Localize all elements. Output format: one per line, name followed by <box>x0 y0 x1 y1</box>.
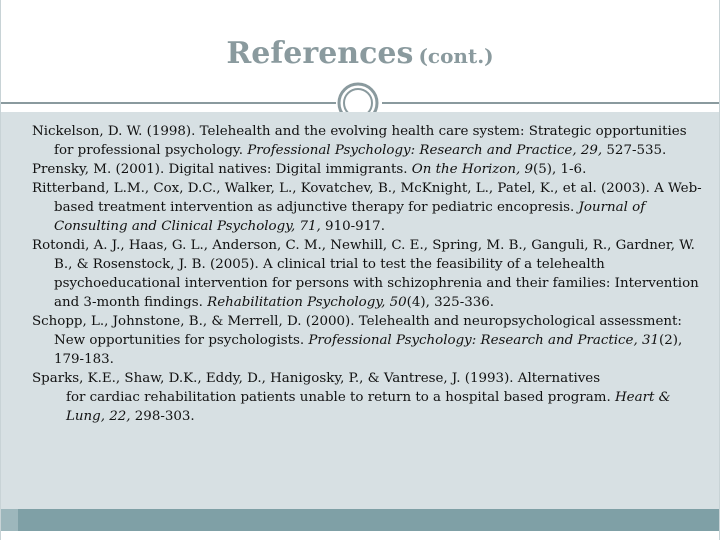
reference-item <box>32 160 704 179</box>
reference-continuation <box>54 388 704 426</box>
reference-source: Professional Psychology: Research and Practice, 29, <box>247 143 603 158</box>
frame-border-left <box>0 0 1 540</box>
reference-source: On the Horizon, 9 <box>411 162 534 177</box>
content-area <box>0 112 720 509</box>
reference-text: Rotondi, A. J., Haas, G. L., Anderson, C. M., Newhill, C. E., Spring, M. B., Ganguli, R., Gardner, W. B., & Rosenstock, J. B. (2005). A clinical trial to test the feasibility of a telehealth psychoeducational intervention for persons with schizophrenia and their families: Intervention and 3-month findings. <box>32 238 699 310</box>
reference-pages: 910-917. <box>320 219 385 234</box>
reference-item <box>32 312 704 369</box>
reference-text: Schopp, L., Johnstone, B., & Merrell, D. (2000). Telehealth and neuropsychological assessment: New opportunities for psychologists. <box>32 314 682 348</box>
reference-item <box>32 236 704 312</box>
reference-list <box>32 122 704 426</box>
slide-title-main: References <box>226 36 414 71</box>
title-divider-left <box>0 102 336 104</box>
slide-title <box>0 36 720 71</box>
slide-title-suffix: (cont.) <box>418 44 494 68</box>
title-divider-right <box>382 102 720 104</box>
footer-strip <box>0 531 720 540</box>
reference-pages: 527-535. <box>602 143 667 158</box>
title-area <box>0 0 720 112</box>
reference-text: for cardiac rehabilitation patients unable to return to a hospital based program. <box>66 390 615 405</box>
reference-source: Heart & Lung, 22, <box>66 390 671 424</box>
reference-pages: (5), 1-6. <box>533 162 587 177</box>
reference-item <box>32 179 704 236</box>
footer-bar <box>0 509 720 531</box>
reference-source: Journal of Consulting and Clinical Psychology, 71, <box>54 200 646 234</box>
reference-source: Professional Psychology: Research and Practice, 31 <box>308 333 660 348</box>
reference-source: Rehabilitation Psychology, 50 <box>207 295 407 310</box>
reference-pages: (2), 179-183. <box>54 333 683 367</box>
reference-text: Sparks, K.E., Shaw, D.K., Eddy, D., Hanigosky, P., & Vantrese, J. (1993). Alternatives <box>32 371 601 386</box>
reference-pages: (4), 325-336. <box>406 295 495 310</box>
reference-text: Prensky, M. (2001). Digital natives: Digital immigrants. <box>32 162 412 177</box>
reference-text: Nickelson, D. W. (1998). Telehealth and the evolving health care system: Strategic opportunities for professional psychology. <box>32 124 687 158</box>
reference-item <box>32 122 704 160</box>
reference-pages: 298-303. <box>130 409 195 424</box>
reference-item <box>32 369 704 426</box>
reference-text: Ritterband, L.M., Cox, D.C., Walker, L., Kovatchev, B., McKnight, L., Patel, K., et al. (2003). A Web-based treatment intervention as adjunctive therapy for pediatric encopresis. <box>32 181 702 215</box>
footer-notch <box>0 509 18 531</box>
